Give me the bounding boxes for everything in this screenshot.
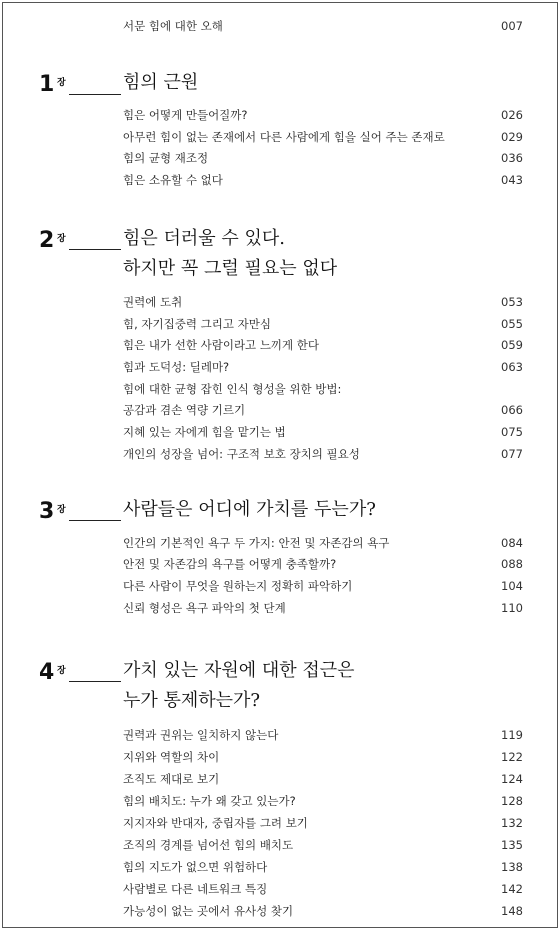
chapter-number: 1 <box>39 72 55 97</box>
toc-entry-page: 128 <box>501 794 523 808</box>
chapter-title-line-1[interactable]: 가치 있는 자원에 대한 접근은 <box>123 660 355 681</box>
toc-entry[interactable] <box>123 792 523 810</box>
chapter-title-line-1[interactable]: 힘은 더러울 수 있다. <box>123 228 285 249</box>
toc-entry-title: 힘은 소유할 수 없다 <box>123 173 223 187</box>
toc-entry-page: 122 <box>501 750 523 764</box>
toc-entry-title: 권력과 권위는 일치하지 않는다 <box>123 728 279 742</box>
toc-entry-page: 029 <box>501 130 523 144</box>
toc-entry-title: 개인의 성장을 넘어: 구조적 보호 장치의 필요성 <box>123 447 360 461</box>
toc-page <box>2 2 558 928</box>
toc-entry-title: 조직의 경계를 넘어선 힘의 배치도 <box>123 838 294 852</box>
toc-entry[interactable] <box>123 106 523 124</box>
chapter-label: 장 <box>57 234 66 244</box>
toc-entry[interactable] <box>123 128 523 146</box>
toc-entry-title: 힘, 자기집중력 그리고 자만심 <box>123 317 271 331</box>
chapter-label: 장 <box>57 78 66 88</box>
toc-entry[interactable] <box>123 858 523 876</box>
toc-entry[interactable] <box>123 726 523 744</box>
toc-entry-title: 조직도 제대로 보기 <box>123 772 220 786</box>
toc-entry[interactable] <box>123 171 523 189</box>
toc-entry-page: 077 <box>501 447 523 461</box>
toc-entry-title: 지지자와 반대자, 중립자를 그려 보기 <box>123 816 308 830</box>
toc-entry-page: 084 <box>501 536 523 550</box>
toc-entry[interactable] <box>123 555 523 573</box>
toc-entry[interactable] <box>123 358 523 376</box>
toc-entry-page: 026 <box>501 108 523 122</box>
chapter-title-line-2[interactable]: 하지만 꼭 그럴 필요는 없다 <box>123 258 338 279</box>
toc-entry[interactable] <box>123 770 523 788</box>
toc-entry-page: 036 <box>501 151 523 165</box>
toc-entry-title: 아무런 힘이 없는 존재에서 다른 사람에게 힘을 실어 주는 존재로 <box>123 130 445 144</box>
toc-entry-title: 다른 사람이 무엇을 원하는지 정확히 파악하기 <box>123 579 353 593</box>
toc-entry-title: 힘의 배치도: 누가 왜 갖고 있는가? <box>123 794 296 808</box>
toc-entry-title: 서문 힘에 대한 오해 <box>123 19 223 33</box>
toc-entry-title: 힘과 도덕성: 딜레마? <box>123 360 230 374</box>
toc-entry[interactable] <box>123 149 523 167</box>
chapter-title[interactable]: 힘의 근원 <box>123 72 199 93</box>
chapter-number: 4 <box>39 660 55 685</box>
toc-entry[interactable] <box>123 902 523 920</box>
toc-entry-page: 043 <box>501 173 523 187</box>
toc-entry[interactable] <box>123 814 523 832</box>
chapter-rule <box>69 249 121 250</box>
toc-entry-title: 공감과 겸손 역량 기르기 <box>123 403 246 417</box>
chapter-rule <box>69 94 121 95</box>
chapter-title-line-2[interactable]: 누가 통제하는가? <box>123 690 261 711</box>
toc-entry-page: 055 <box>501 317 523 331</box>
chapter-label: 장 <box>57 505 66 515</box>
toc-entry[interactable] <box>123 880 523 898</box>
toc-entry-page: 066 <box>501 403 523 417</box>
toc-entry-title: 인간의 기본적인 욕구 두 가지: 안전 및 자존감의 욕구 <box>123 536 390 550</box>
chapter-number: 3 <box>39 499 55 524</box>
toc-entry-title: 지위와 역할의 차이 <box>123 750 220 764</box>
toc-entry-title: 신뢰 형성은 욕구 파악의 첫 단계 <box>123 601 286 615</box>
chapter-title[interactable]: 사람들은 어디에 가치를 두는가? <box>123 499 376 520</box>
chapter-number: 2 <box>39 228 55 253</box>
toc-entry-page: 135 <box>501 838 523 852</box>
toc-entry-page: 063 <box>501 360 523 374</box>
toc-entry-page: 007 <box>501 19 523 33</box>
toc-entry-page: 053 <box>501 295 523 309</box>
toc-entry-title: 힘의 지도가 없으면 위험하다 <box>123 860 268 874</box>
toc-entry[interactable] <box>123 401 523 419</box>
chapter-label: 장 <box>57 666 66 676</box>
toc-entry[interactable] <box>123 445 523 463</box>
toc-entry-title: 지혜 있는 자에게 힘을 맡기는 법 <box>123 425 286 439</box>
toc-entry-title: 힘에 대한 균형 잡힌 인식 형성을 위한 방법: <box>123 382 342 396</box>
toc-entry-page: 148 <box>501 904 523 918</box>
toc-entry-preface[interactable] <box>123 17 523 35</box>
toc-entry-page: 138 <box>501 860 523 874</box>
toc-entry[interactable] <box>123 336 523 354</box>
toc-entry[interactable] <box>123 423 523 441</box>
toc-entry-title: 힘의 균형 재조정 <box>123 151 209 165</box>
chapter-rule <box>69 520 121 521</box>
toc-entry[interactable] <box>123 748 523 766</box>
toc-entry-page: 075 <box>501 425 523 439</box>
toc-entry-title: 권력에 도취 <box>123 295 183 309</box>
toc-entry[interactable] <box>123 577 523 595</box>
toc-entry-page: 088 <box>501 557 523 571</box>
toc-entry-title: 힘은 어떻게 만들어질까? <box>123 108 248 122</box>
toc-entry[interactable] <box>123 836 523 854</box>
toc-entry-page: 110 <box>501 601 523 615</box>
chapter-rule <box>69 681 121 682</box>
toc-entry[interactable] <box>123 315 523 333</box>
toc-entry[interactable] <box>123 293 523 311</box>
toc-entry-page: 059 <box>501 338 523 352</box>
toc-entry-title: 사람별로 다른 네트워크 특징 <box>123 882 268 896</box>
toc-entry-page: 142 <box>501 882 523 896</box>
toc-entry-page: 132 <box>501 816 523 830</box>
toc-entry-page: 119 <box>501 728 523 742</box>
toc-entry-title: 힘은 내가 선한 사람이라고 느끼게 한다 <box>123 338 320 352</box>
toc-entry-title: 가능성이 없는 곳에서 유사성 찾기 <box>123 904 294 918</box>
toc-entry[interactable] <box>123 599 523 617</box>
toc-entry-page: 104 <box>501 579 523 593</box>
toc-entry[interactable] <box>123 380 523 398</box>
toc-entry[interactable] <box>123 534 523 552</box>
toc-entry-title: 안전 및 자존감의 욕구를 어떻게 충족할까? <box>123 557 337 571</box>
toc-entry-page: 124 <box>501 772 523 786</box>
